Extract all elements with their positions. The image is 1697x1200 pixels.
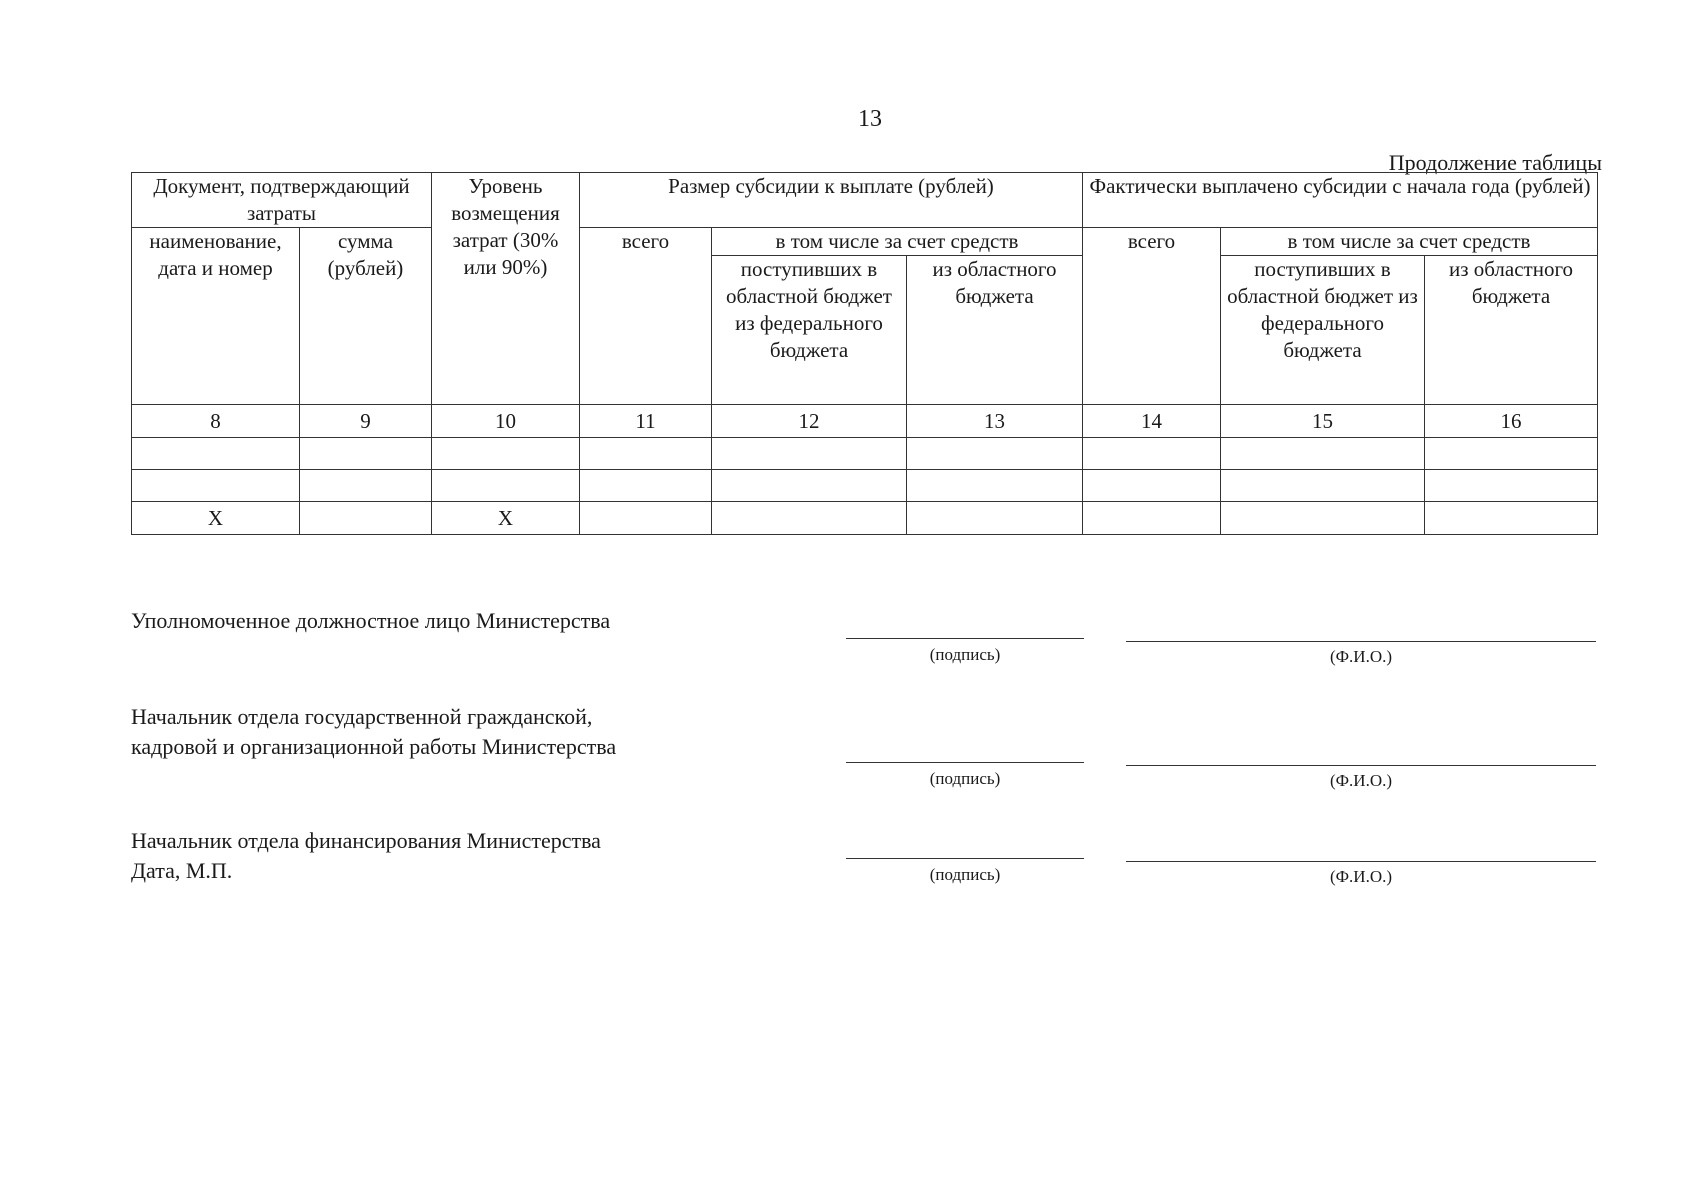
header-sum: сумма (рублей) <box>300 228 432 405</box>
table-cell <box>712 502 907 535</box>
official-label: Уполномоченное должностное лицо Министерства <box>131 608 611 633</box>
table-cell <box>300 438 432 470</box>
header-subsidy-regional: из областного бюджета <box>907 256 1083 405</box>
table-cell <box>1083 502 1221 535</box>
table-cell <box>1083 470 1221 502</box>
column-number: 13 <box>907 405 1083 438</box>
table-cell <box>1221 438 1425 470</box>
column-number: 9 <box>300 405 432 438</box>
name-line <box>1126 641 1596 642</box>
table-cell <box>580 438 712 470</box>
signature-line <box>846 762 1084 763</box>
header-subsidy-total: всего <box>580 228 712 405</box>
table-cell <box>1425 438 1598 470</box>
column-number: 15 <box>1221 405 1425 438</box>
hr-head-label-line1: Начальник отдела государственной гражданской, <box>131 704 593 729</box>
signature-line <box>846 858 1084 859</box>
header-paid-regional: из областного бюджета <box>1425 256 1598 405</box>
table-cell <box>132 470 300 502</box>
table-cell <box>907 438 1083 470</box>
column-number: 14 <box>1083 405 1221 438</box>
header-paid-federal: поступивших в областной бюджет из федерального бюджета <box>1221 256 1425 405</box>
table-cell <box>907 470 1083 502</box>
header-subsidy-to-pay: Размер субсидии к выплате (рублей) <box>580 173 1083 228</box>
table-cell: X <box>432 502 580 535</box>
header-paid-total: всего <box>1083 228 1221 405</box>
name-caption: (Ф.И.О.) <box>1329 647 1393 666</box>
header-document-group: Документ, подтверждающий затраты <box>132 173 432 228</box>
date-stamp-label: Дата, М.П. <box>131 858 233 883</box>
subsidy-table <box>131 172 1598 535</box>
header-subsidy-including: в том числе за счет средств <box>712 228 1083 256</box>
finance-head-label <box>131 826 601 886</box>
table-cell: X <box>132 502 300 535</box>
table-cell <box>712 470 907 502</box>
table-row <box>132 438 1598 470</box>
table-cell <box>1221 502 1425 535</box>
finance-head-label-text: Начальник отдела финансирования Министерства <box>131 828 601 853</box>
header-paid-including: в том числе за счет средств <box>1221 228 1598 256</box>
table-cell <box>1083 438 1221 470</box>
name-caption: (Ф.И.О.) <box>1329 867 1393 886</box>
table-cell <box>432 470 580 502</box>
table-cell <box>300 502 432 535</box>
signature-caption: (подпись) <box>929 645 1001 664</box>
table-cell <box>907 502 1083 535</box>
table-cell <box>432 438 580 470</box>
signature-caption: (подпись) <box>929 769 1001 788</box>
column-number: 10 <box>432 405 580 438</box>
table-cell <box>580 502 712 535</box>
table-cell <box>1425 502 1598 535</box>
table-cell <box>580 470 712 502</box>
table-cell <box>1221 470 1425 502</box>
column-number: 12 <box>712 405 907 438</box>
name-line <box>1126 861 1596 862</box>
header-paid-since-year-start: Фактически выплачено субсидии с начала года (рублей) <box>1083 173 1598 228</box>
table-continuation-label: Продолжение таблицы <box>1388 150 1602 175</box>
column-number: 16 <box>1425 405 1598 438</box>
table-cell <box>1425 470 1598 502</box>
table-row <box>132 470 1598 502</box>
table-cell <box>132 438 300 470</box>
header-reimbursement-level: Уровень возмещения затрат (30% или 90%) <box>432 173 580 405</box>
name-line <box>1126 765 1596 766</box>
table-cell <box>712 438 907 470</box>
header-subsidy-federal: поступивших в областной бюджет из федерального бюджета <box>712 256 907 405</box>
header-name-date-number: наименование, дата и номер <box>132 228 300 405</box>
column-number: 8 <box>132 405 300 438</box>
hr-head-label <box>131 702 616 762</box>
signature-caption: (подпись) <box>929 865 1001 884</box>
hr-head-label-line2: кадровой и организационной работы Министерства <box>131 734 617 759</box>
name-caption: (Ф.И.О.) <box>1329 771 1393 790</box>
signature-line <box>846 638 1084 639</box>
table-row-total <box>132 502 1598 535</box>
table-cell <box>300 470 432 502</box>
page-number: 13 <box>858 106 882 132</box>
column-number: 11 <box>580 405 712 438</box>
